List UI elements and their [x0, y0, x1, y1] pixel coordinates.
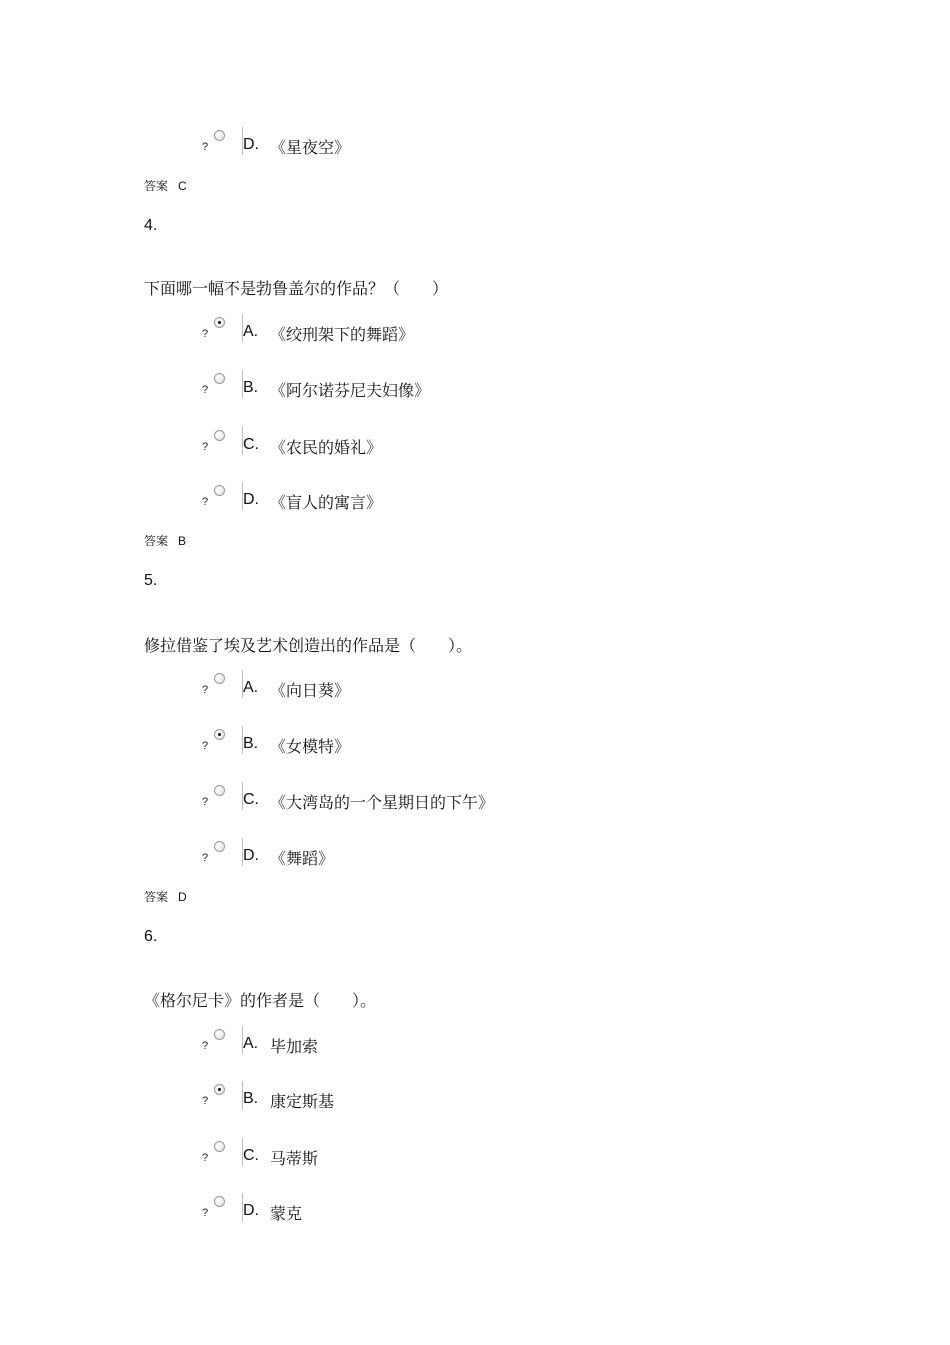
- radio-frame: [210, 1081, 243, 1109]
- answer-label: 答案: [144, 179, 169, 193]
- missing-glyph-mark: ?: [202, 1040, 209, 1052]
- option-text: 《盲人的寓言》: [270, 493, 383, 512]
- option-letter: B.: [243, 735, 259, 752]
- option-letter: C.: [243, 436, 259, 453]
- missing-glyph-mark: ?: [202, 1207, 209, 1219]
- missing-glyph-mark: ?: [202, 1152, 209, 1164]
- option-text: 《农民的婚礼》: [270, 438, 383, 457]
- answer-value: B: [178, 534, 187, 548]
- option-letter: C.: [243, 1147, 259, 1164]
- missing-glyph-mark: ?: [202, 496, 209, 508]
- missing-glyph-mark: ?: [202, 684, 209, 696]
- option-letter: D.: [243, 136, 259, 153]
- answer-value: C: [178, 179, 187, 193]
- option-text: 康定斯基: [270, 1092, 335, 1111]
- option-text: 《星夜空》: [270, 138, 351, 157]
- option-text: 毕加索: [270, 1037, 319, 1056]
- q6-number: 6.: [144, 928, 158, 945]
- option-letter: C.: [243, 791, 259, 808]
- radio-button-icon[interactable]: [214, 1141, 225, 1152]
- missing-glyph-mark: ?: [202, 441, 209, 453]
- missing-glyph-mark: ?: [202, 796, 209, 808]
- missing-glyph-mark: ?: [202, 141, 209, 153]
- radio-button-icon[interactable]: [214, 673, 225, 684]
- q5-number: 5.: [144, 572, 158, 589]
- missing-glyph-mark: ?: [202, 852, 209, 864]
- option-text: 蒙克: [270, 1204, 303, 1223]
- radio-button-icon[interactable]: [214, 841, 225, 852]
- radio-button-icon[interactable]: [214, 430, 225, 441]
- radio-frame: [210, 670, 243, 698]
- radio-button-icon[interactable]: [214, 485, 225, 496]
- missing-glyph-mark: ?: [202, 740, 209, 752]
- q4-question-text: 下面哪一幅不是勃鲁盖尔的作品？（ ）: [144, 279, 449, 298]
- radio-button-icon[interactable]: [214, 1196, 225, 1207]
- radio-button-icon[interactable]: [214, 729, 225, 740]
- option-letter: B.: [243, 379, 259, 396]
- option-letter: A.: [243, 323, 259, 340]
- option-text: 《舞蹈》: [270, 849, 335, 868]
- q3-answer: [144, 177, 187, 194]
- radio-frame: [210, 726, 243, 754]
- radio-button-icon[interactable]: [214, 130, 225, 141]
- radio-button-icon[interactable]: [214, 785, 225, 796]
- radio-button-icon[interactable]: [214, 1084, 225, 1095]
- missing-glyph-mark: ?: [202, 328, 209, 340]
- option-letter: D.: [243, 847, 259, 864]
- answer-label: 答案: [144, 534, 169, 548]
- option-text: 《绞刑架下的舞蹈》: [270, 325, 415, 344]
- q5-answer: [144, 888, 187, 905]
- radio-frame: [210, 1138, 243, 1166]
- option-text: 马蒂斯: [270, 1149, 319, 1168]
- q6-question-text: 《格尔尼卡》的作者是（ ）。: [144, 991, 377, 1010]
- radio-frame: [210, 370, 243, 398]
- option-text: 《女模特》: [270, 737, 351, 756]
- radio-button-icon[interactable]: [214, 317, 225, 328]
- answer-label: 答案: [144, 890, 169, 904]
- option-letter: D.: [243, 491, 259, 508]
- radio-button-icon[interactable]: [214, 1029, 225, 1040]
- radio-frame: [210, 782, 243, 810]
- option-text: 《向日葵》: [270, 681, 351, 700]
- radio-frame: [210, 1026, 243, 1054]
- radio-frame: [210, 427, 243, 455]
- radio-frame: [210, 127, 243, 155]
- missing-glyph-mark: ?: [202, 1095, 209, 1107]
- option-text: 《阿尔诺芬尼夫妇像》: [270, 381, 431, 400]
- option-letter: D.: [243, 1202, 259, 1219]
- option-letter: B.: [243, 1090, 259, 1107]
- q4-number: 4.: [144, 217, 158, 234]
- option-letter: A.: [243, 1035, 259, 1052]
- option-text: 《大湾岛的一个星期日的下午》: [270, 793, 495, 812]
- missing-glyph-mark: ?: [202, 384, 209, 396]
- q4-answer: [144, 532, 186, 549]
- radio-frame: [210, 482, 243, 510]
- radio-frame: [210, 1193, 243, 1221]
- radio-frame: [210, 314, 243, 342]
- answer-value: D: [178, 890, 187, 904]
- radio-frame: [210, 838, 243, 866]
- option-letter: A.: [243, 679, 259, 696]
- q5-question-text: 修拉借鉴了埃及艺术创造出的作品是（ ）。: [144, 636, 473, 655]
- radio-button-icon[interactable]: [214, 373, 225, 384]
